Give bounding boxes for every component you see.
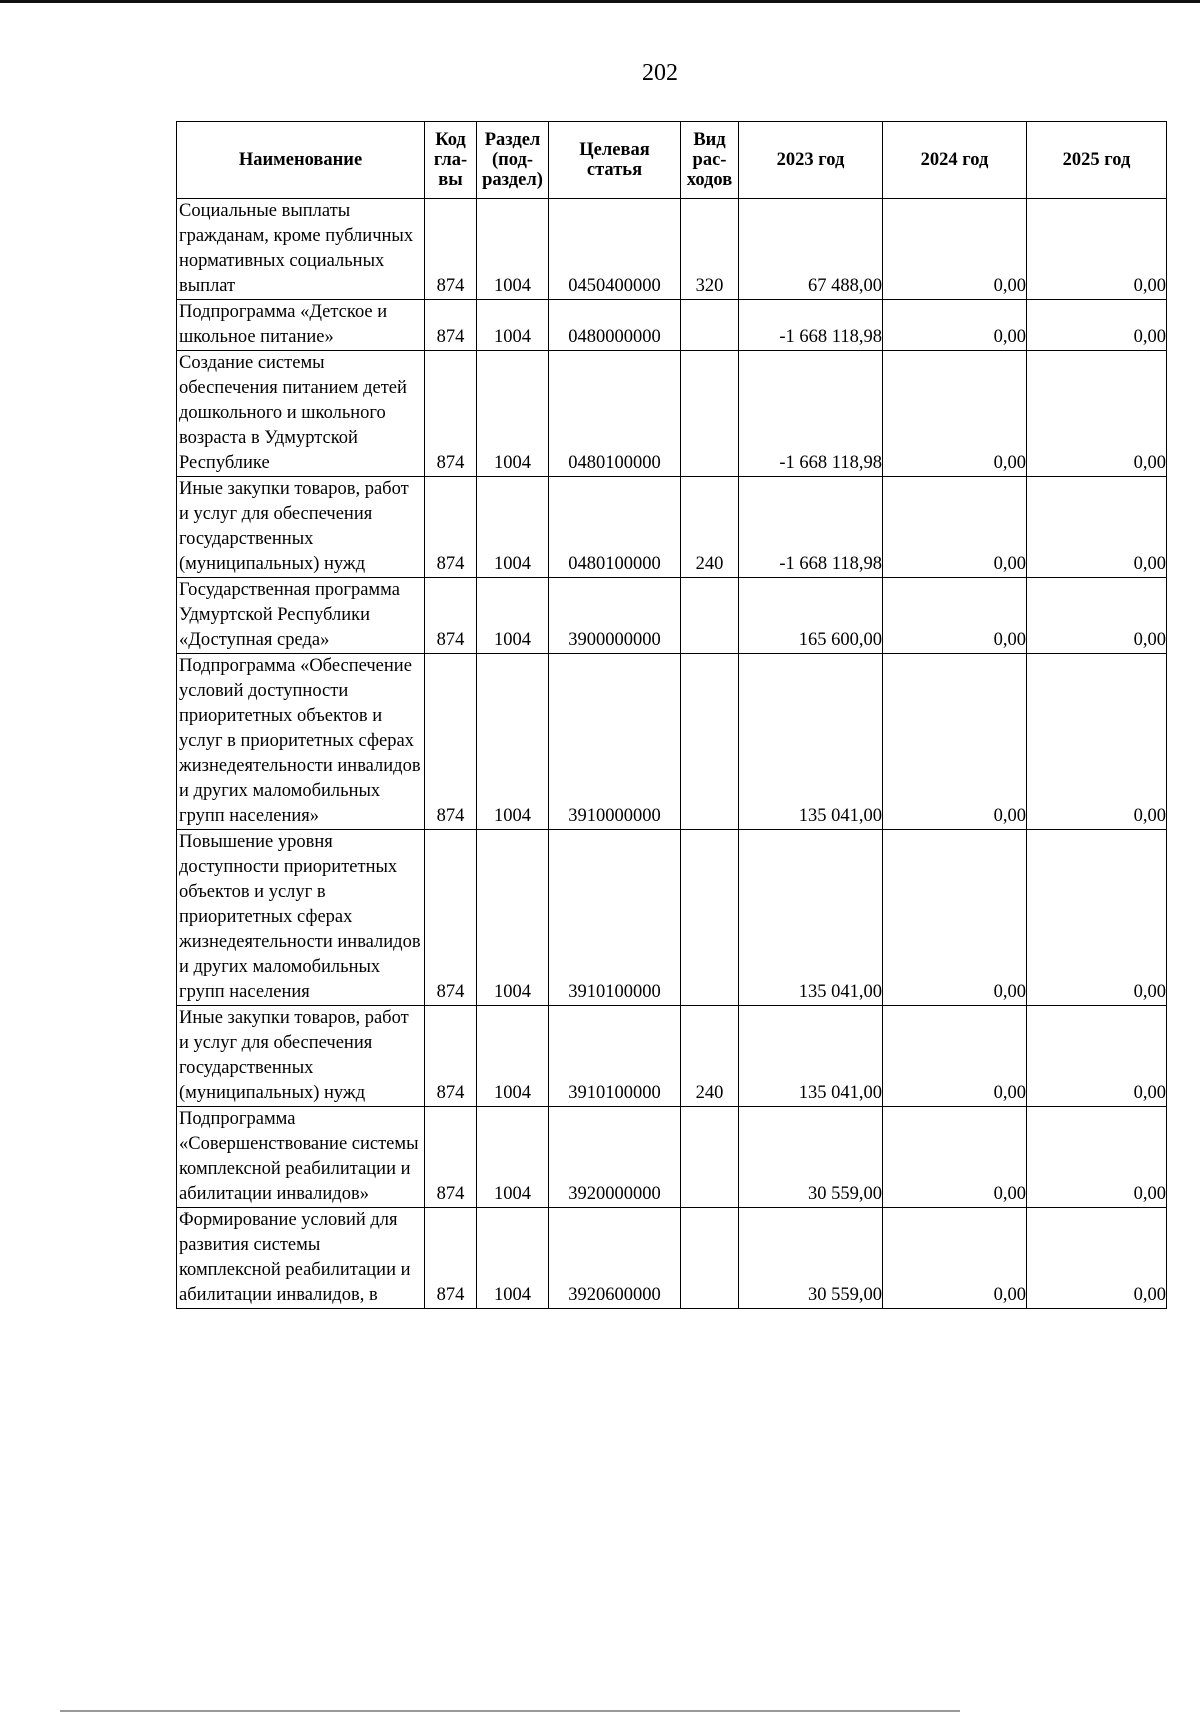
cell-name: Формирование условий для развития системы комплексной реабилитации и абилитации инвалидов, в (177, 1208, 425, 1309)
cell-type (681, 654, 739, 830)
header-2025: 2025 год (1027, 122, 1167, 199)
cell-target: 3910100000 (549, 1006, 681, 1107)
cell-target: 3920000000 (549, 1107, 681, 1208)
cell-name: Государственная программа Удмуртской Республики «Доступная среда» (177, 578, 425, 654)
cell-2024: 0,00 (883, 1006, 1027, 1107)
table-row (177, 1107, 1167, 1208)
cell-2023: -1 668 118,98 (739, 477, 883, 578)
cell-section: 1004 (477, 830, 549, 1006)
cell-code: 874 (425, 199, 477, 300)
cell-code: 874 (425, 477, 477, 578)
cell-name: Подпрограмма «Совершенствование системы комплексной реабилитации и абилитации инвалидов» (177, 1107, 425, 1208)
cell-section: 1004 (477, 477, 549, 578)
cell-section: 1004 (477, 578, 549, 654)
cell-type (681, 351, 739, 477)
cell-type: 320 (681, 199, 739, 300)
cell-section: 1004 (477, 351, 549, 477)
cell-2024: 0,00 (883, 199, 1027, 300)
cell-2024: 0,00 (883, 1208, 1027, 1309)
table-row (177, 830, 1167, 1006)
cell-2024: 0,00 (883, 1107, 1027, 1208)
header-row (177, 122, 1167, 199)
cell-2023: 30 559,00 (739, 1208, 883, 1309)
cell-code: 874 (425, 351, 477, 477)
table-row (177, 300, 1167, 351)
header-type: Вид рас- ходов (681, 122, 739, 199)
header-name: Наименование (177, 122, 425, 199)
cell-code: 874 (425, 1208, 477, 1309)
cell-section: 1004 (477, 654, 549, 830)
cell-target: 3920600000 (549, 1208, 681, 1309)
scan-top-edge (0, 0, 1200, 3)
cell-2024: 0,00 (883, 654, 1027, 830)
cell-target: 0480100000 (549, 351, 681, 477)
table-row (177, 578, 1167, 654)
cell-2025: 0,00 (1027, 1006, 1167, 1107)
cell-2025: 0,00 (1027, 477, 1167, 578)
cell-2023: 135 041,00 (739, 1006, 883, 1107)
header-code: Код гла- вы (425, 122, 477, 199)
cell-name: Социальные выплаты гражданам, кроме публичных нормативных социальных выплат (177, 199, 425, 300)
cell-2023: 135 041,00 (739, 654, 883, 830)
cell-2024: 0,00 (883, 578, 1027, 654)
header-section: Раздел (под- раздел) (477, 122, 549, 199)
cell-2024: 0,00 (883, 830, 1027, 1006)
header-2023: 2023 год (739, 122, 883, 199)
cell-section: 1004 (477, 199, 549, 300)
cell-target: 0480000000 (549, 300, 681, 351)
cell-type (681, 1107, 739, 1208)
cell-section: 1004 (477, 1006, 549, 1107)
cell-name: Повышение уровня доступности приоритетных объектов и услуг в приоритетных сферах жизнедеятельности инвалидов и других маломобильных групп населения (177, 830, 425, 1006)
cell-name: Подпрограмма «Обеспечение условий доступности приоритетных объектов и услуг в приоритетных сферах жизнедеятельности инвалидов и других маломобильных групп населения» (177, 654, 425, 830)
header-2024: 2024 год (883, 122, 1027, 199)
cell-target: 0480100000 (549, 477, 681, 578)
cell-section: 1004 (477, 1107, 549, 1208)
cell-code: 874 (425, 1006, 477, 1107)
cell-name: Создание системы обеспечения питанием детей дошкольного и школьного возраста в Удмуртской Республике (177, 351, 425, 477)
table-row (177, 351, 1167, 477)
cell-code: 874 (425, 578, 477, 654)
cell-2023: 165 600,00 (739, 578, 883, 654)
cell-section: 1004 (477, 300, 549, 351)
cell-type (681, 830, 739, 1006)
cell-target: 0450400000 (549, 199, 681, 300)
cell-type: 240 (681, 1006, 739, 1107)
cell-2024: 0,00 (883, 477, 1027, 578)
cell-2025: 0,00 (1027, 654, 1167, 830)
table-row (177, 477, 1167, 578)
cell-target: 3900000000 (549, 578, 681, 654)
table-row (177, 1006, 1167, 1107)
cell-type (681, 300, 739, 351)
cell-type (681, 1208, 739, 1309)
cell-code: 874 (425, 654, 477, 830)
cell-2023: 135 041,00 (739, 830, 883, 1006)
cell-code: 874 (425, 1107, 477, 1208)
cell-2023: -1 668 118,98 (739, 351, 883, 477)
cell-2023: 67 488,00 (739, 199, 883, 300)
budget-table-container (176, 121, 1167, 1309)
cell-2024: 0,00 (883, 300, 1027, 351)
cell-2023: 30 559,00 (739, 1107, 883, 1208)
cell-type: 240 (681, 477, 739, 578)
cell-2025: 0,00 (1027, 830, 1167, 1006)
table-row (177, 1208, 1167, 1309)
cell-2025: 0,00 (1027, 1107, 1167, 1208)
cell-type (681, 578, 739, 654)
cell-name: Иные закупки товаров, работ и услуг для обеспечения государственных (муниципальных) нужд (177, 477, 425, 578)
cell-target: 3910000000 (549, 654, 681, 830)
cell-2025: 0,00 (1027, 300, 1167, 351)
cell-name: Подпрограмма «Детское и школьное питание» (177, 300, 425, 351)
budget-table (176, 121, 1167, 1309)
header-target: Целевая статья (549, 122, 681, 199)
cell-code: 874 (425, 300, 477, 351)
cell-2023: -1 668 118,98 (739, 300, 883, 351)
page-number: 202 (642, 60, 678, 86)
table-row (177, 654, 1167, 830)
cell-target: 3910100000 (549, 830, 681, 1006)
cell-2025: 0,00 (1027, 1208, 1167, 1309)
cell-name: Иные закупки товаров, работ и услуг для обеспечения государственных (муниципальных) нужд (177, 1006, 425, 1107)
cell-2025: 0,00 (1027, 578, 1167, 654)
cell-section: 1004 (477, 1208, 549, 1309)
cell-2024: 0,00 (883, 351, 1027, 477)
cell-code: 874 (425, 830, 477, 1006)
scan-bottom-edge (60, 1710, 960, 1712)
table-row (177, 199, 1167, 300)
cell-2025: 0,00 (1027, 351, 1167, 477)
cell-2025: 0,00 (1027, 199, 1167, 300)
